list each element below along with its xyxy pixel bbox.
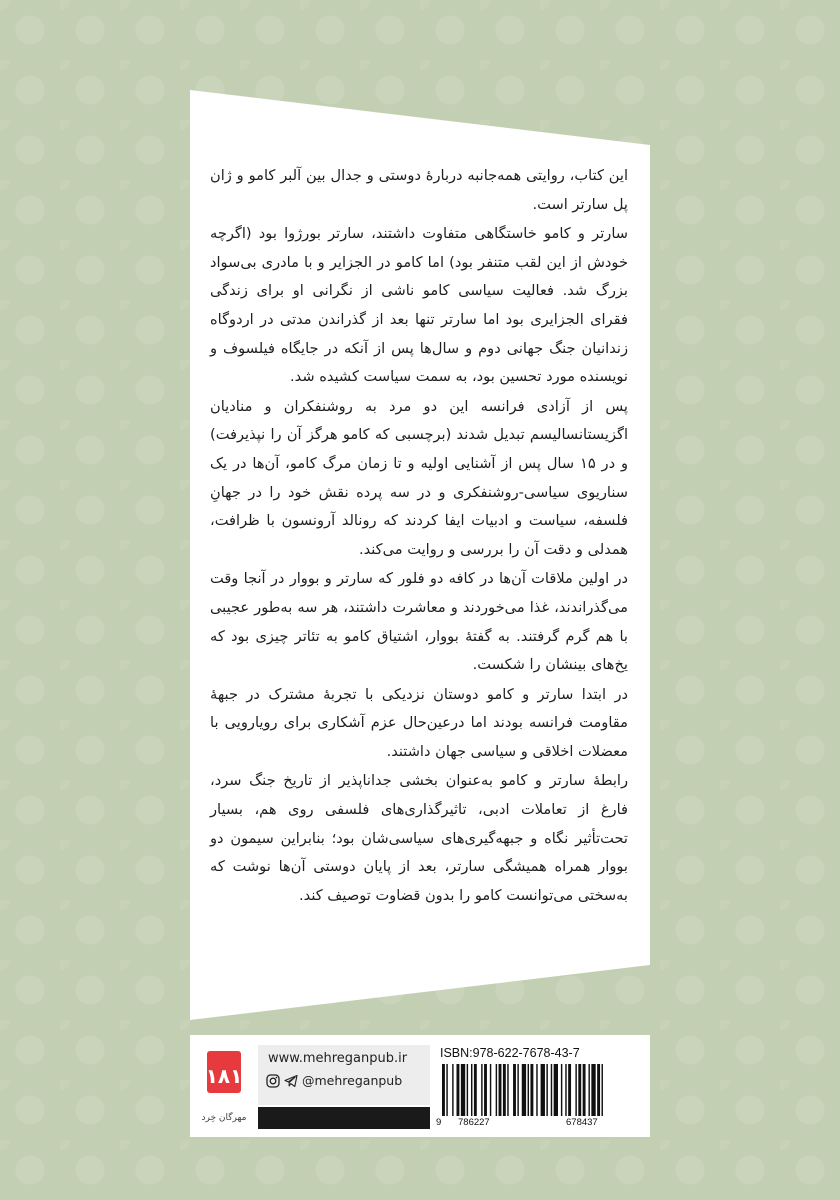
publisher-contact xyxy=(258,1045,430,1105)
barcode-bar xyxy=(591,1064,595,1116)
barcode-bar xyxy=(481,1064,482,1116)
social-row xyxy=(266,1073,402,1088)
blurb-paragraph-2: سارتر و کامو خاستگاهی متفاوت داشتند، سارتر بورژوا بود (اگرچه خودش از این لقب متنفر بود) اما کامو در الجزایر و با مادری بی‌سواد بزرگ شد. فعالیت سیاسی کامو ناشی از نگرانی او برای زندگی فقرای الجزایری بود اما سارتر تنها بعد از گذراندن مدتی در اردوگاه زندانیان جنگ جهانی دوم و سال‌ها پس از آنکه در جایگاه فیلسوف و نویسنده مورد تحسین بود، به سمت سیاست کشیده شد. xyxy=(210,225,628,386)
barcode-lead-digit: 9 xyxy=(436,1117,442,1128)
barcode-bar xyxy=(588,1064,589,1116)
barcode-bar xyxy=(471,1064,472,1116)
barcode-bar xyxy=(575,1064,576,1116)
black-bar xyxy=(258,1107,430,1129)
barcode-bar xyxy=(467,1064,468,1116)
blurb-paragraph-6: رابطۀ سارتر و کامو به‌عنوان بخشی جداناپذیر از تاریخ جنگ سرد، فارغ از تعاملات ادبی، تاثیرگذاری‌های فلسفی روی هم، بسیار تحت‌تأثیر نگاه و جبهه‌گیری‌های سیاسی‌شان بود؛ بنابراین سیمون دو بووار همراه همیشگی سارتر، بعد از پایان دوستی آن‌ها نوشت که به‌سختی می‌توانست کامو را بدون قضاوت توصیف کند. xyxy=(210,772,628,904)
barcode-bar xyxy=(457,1064,460,1116)
barcode xyxy=(440,1064,645,1116)
barcode-bar xyxy=(452,1064,453,1116)
barcode-bar xyxy=(602,1064,603,1116)
isbn-label: ISBN:978-622-7678-43-7 xyxy=(440,1046,580,1060)
barcode-bar xyxy=(551,1064,552,1116)
telegram-icon[interactable] xyxy=(284,1074,298,1088)
barcode-bar xyxy=(597,1064,600,1116)
barcode-bar xyxy=(517,1064,518,1116)
barcode-bar xyxy=(565,1064,566,1116)
publisher-logo xyxy=(194,1045,254,1135)
barcode-bar xyxy=(561,1064,562,1116)
barcode-group-2: 678437 xyxy=(566,1117,598,1128)
barcode-bar xyxy=(546,1064,547,1116)
blurb-paragraph-3: پس از آزادی فرانسه این دو مرد به روشنفکران و منادیان اگزیستانسالیسم تبدیل شدند (برچسبی که کامو هرگز آن را نپذیرفت) و در ۱۵ سال پس از آشنایی اولیه و تا زمان مرگ کامو، آن‌ها در یک سناریوی سیاسی-روشنفکری و در سه پرده نقش خود را در جهانِ فلسفه، سیاست و ادبیات ایفا کردند که رونالد آرونسون با ظرافت، همدلی و دقت آن را بررسی و روایت می‌کند. xyxy=(210,397,628,558)
barcode-bar xyxy=(513,1064,516,1116)
blurb-paragraph-4: در اولین ملاقات آن‌ها در کافه دو فلور که سارتر و بووار در آنجا وقت می‌گذراندند، غذا می‌خوردند و معاشرت داشتند، هر سه به‌طور عجیبی با هم گرم گرفتند. به گفتۀ بووار، اشتیاق کامو به تئاتر چیزی بود که یخ‌های بینشان را شکست. xyxy=(210,570,628,674)
barcode-bar xyxy=(578,1064,581,1116)
barcode-bar xyxy=(499,1064,502,1116)
barcode-bar xyxy=(490,1064,491,1116)
barcode-bar xyxy=(530,1064,533,1116)
barcode-bar xyxy=(583,1064,586,1116)
barcode-bar xyxy=(507,1064,508,1116)
barcode-digits xyxy=(436,1117,646,1131)
publisher-logo-glyph: ۱۸۱ xyxy=(205,1064,243,1088)
barcode-bar xyxy=(484,1064,487,1116)
barcode-bar xyxy=(503,1064,506,1116)
barcode-bar xyxy=(541,1064,545,1116)
barcode-bar xyxy=(536,1064,537,1116)
barcode-group-1: 786227 xyxy=(458,1117,490,1128)
barcode-bar xyxy=(568,1064,571,1116)
barcode-bar xyxy=(522,1064,526,1116)
publisher-logo-icon xyxy=(194,1045,254,1111)
barcode-bar xyxy=(461,1064,465,1116)
barcode-bar xyxy=(442,1064,445,1116)
barcode-bar xyxy=(528,1064,529,1116)
blurb-paragraph-5: در ابتدا سارتر و کامو دوستان نزدیکی با تجربۀ مشترک در جبهۀ مقاومت فرانسه بودند اما درعین‌حال عزم آشکاری برای رویارویی با معضلات اخلاقی و سیاسی جهان داشتند. xyxy=(210,685,628,760)
blurb-paragraph-1: این کتاب، روایتی همه‌جانبه دربارۀ دوستی و جدال بین آلبر کامو و ژان پل سارتر است. xyxy=(210,167,628,213)
barcode-bar xyxy=(554,1064,558,1116)
barcode-bar xyxy=(446,1064,447,1116)
social-handle[interactable]: @mehreganpub xyxy=(302,1073,403,1088)
barcode-bar xyxy=(474,1064,477,1116)
publisher-name: مهرگان خِرد xyxy=(201,1113,247,1123)
instagram-icon[interactable] xyxy=(266,1074,280,1088)
barcode-bar xyxy=(496,1064,497,1116)
blurb-text xyxy=(190,162,650,911)
website-link[interactable]: www.mehreganpub.ir xyxy=(268,1051,408,1066)
